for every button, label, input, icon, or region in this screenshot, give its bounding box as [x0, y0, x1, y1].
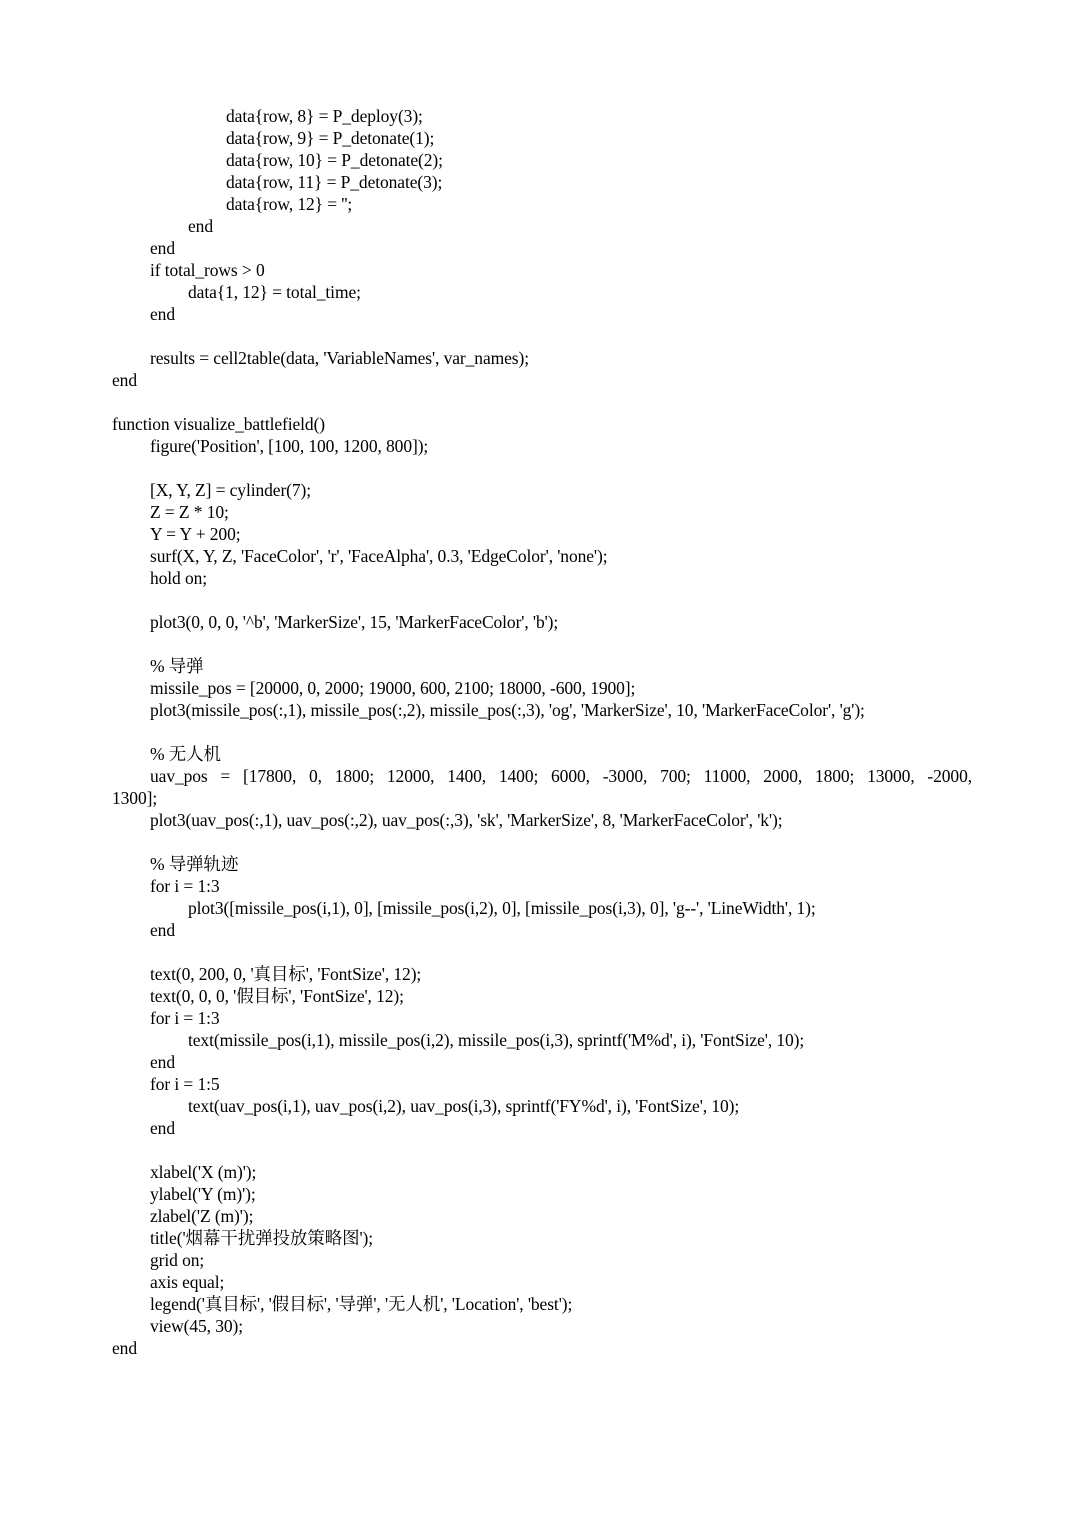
- code-line: end: [112, 1338, 137, 1358]
- code-line: text(0, 0, 0, '假目标', 'FontSize', 12);: [150, 986, 404, 1006]
- code-line: grid on;: [150, 1250, 205, 1270]
- blank-line: [112, 391, 972, 413]
- code-line: 1300];: [112, 788, 158, 808]
- code-line: zlabel('Z (m)');: [150, 1206, 254, 1226]
- code-line: figure('Position', [100, 100, 1200, 800]);: [150, 436, 429, 456]
- code-line: function visualize_battlefield(): [112, 414, 326, 434]
- code-line: for i = 1:3: [150, 876, 220, 896]
- code-line: legend('真目标', '假目标', '导弹', '无人机', 'Location', 'best');: [150, 1294, 573, 1314]
- code-line: data{row, 9} = P_detonate(1);: [226, 128, 435, 148]
- code-line: axis equal;: [150, 1272, 225, 1292]
- blank-line: [112, 1139, 972, 1161]
- code-listing: [112, 105, 972, 1359]
- code-line: view(45, 30);: [150, 1316, 243, 1336]
- code-line: plot3(missile_pos(:,1), missile_pos(:,2), missile_pos(:,3), 'og', 'MarkerSize', 10, 'MarkerFaceColor', 'g');: [150, 700, 865, 720]
- code-line: for i = 1:3: [150, 1008, 220, 1028]
- code-line: title('烟幕干扰弹投放策略图');: [150, 1228, 374, 1248]
- code-line: Z = Z * 10;: [150, 502, 229, 522]
- code-line: end: [150, 238, 175, 258]
- code-line: data{1, 12} = total_time;: [188, 282, 361, 302]
- blank-line: [112, 633, 972, 655]
- code-line: end: [188, 216, 213, 236]
- blank-line: [112, 831, 972, 853]
- code-line: end: [150, 920, 175, 940]
- code-line: plot3([missile_pos(i,1), 0], [missile_pos(i,2), 0], [missile_pos(i,3), 0], 'g--', 'LineWidth', 1);: [188, 898, 816, 918]
- code-line: end: [150, 1118, 175, 1138]
- code-line: data{row, 8} = P_deploy(3);: [226, 106, 423, 126]
- code-line: plot3(0, 0, 0, '^b', 'MarkerSize', 15, 'MarkerFaceColor', 'b');: [150, 612, 559, 632]
- code-line: missile_pos = [20000, 0, 2000; 19000, 600, 2100; 18000, -600, 1900];: [150, 678, 636, 698]
- blank-line: [112, 325, 972, 347]
- code-line: if total_rows > 0: [150, 260, 265, 280]
- code-line: data{row, 11} = P_detonate(3);: [226, 172, 443, 192]
- blank-line: [112, 589, 972, 611]
- code-line: text(0, 200, 0, '真目标', 'FontSize', 12);: [150, 964, 422, 984]
- code-line: data{row, 10} = P_detonate(2);: [226, 150, 443, 170]
- code-line: [X, Y, Z] = cylinder(7);: [150, 480, 312, 500]
- blank-line: [112, 457, 972, 479]
- code-line: surf(X, Y, Z, 'FaceColor', 'r', 'FaceAlpha', 0.3, 'EdgeColor', 'none');: [150, 546, 608, 566]
- code-line: for i = 1:5: [150, 1074, 220, 1094]
- code-line: plot3(uav_pos(:,1), uav_pos(:,2), uav_pos(:,3), 'sk', 'MarkerSize', 8, 'MarkerFaceColor', 'k');: [150, 810, 783, 830]
- code-line: end: [112, 370, 137, 390]
- code-line: data{row, 12} = '';: [226, 194, 353, 214]
- code-line: xlabel('X (m)');: [150, 1162, 257, 1182]
- code-line: % 导弹轨迹: [150, 854, 239, 874]
- code-line: text(uav_pos(i,1), uav_pos(i,2), uav_pos(i,3), sprintf('FY%d', i), 'FontSize', 10);: [188, 1096, 740, 1116]
- code-line: hold on;: [150, 568, 208, 588]
- code-line: % 导弹: [150, 656, 204, 676]
- code-line: uav_pos = [17800, 0, 1800; 12000, 1400, 1400; 6000, -3000, 700; 11000, 2000, 1800; 13000, -2000,: [150, 766, 972, 786]
- blank-line: [112, 941, 972, 963]
- code-line: Y = Y + 200;: [150, 524, 241, 544]
- code-line: text(missile_pos(i,1), missile_pos(i,2), missile_pos(i,3), sprintf('M%d', i), 'FontSize', 10);: [188, 1030, 805, 1050]
- code-line: results = cell2table(data, 'VariableNames', var_names);: [150, 348, 529, 368]
- blank-line: [112, 721, 972, 743]
- code-line: ylabel('Y (m)');: [150, 1184, 256, 1204]
- code-line: % 无人机: [150, 744, 221, 764]
- code-line: end: [150, 304, 175, 324]
- code-line: end: [150, 1052, 175, 1072]
